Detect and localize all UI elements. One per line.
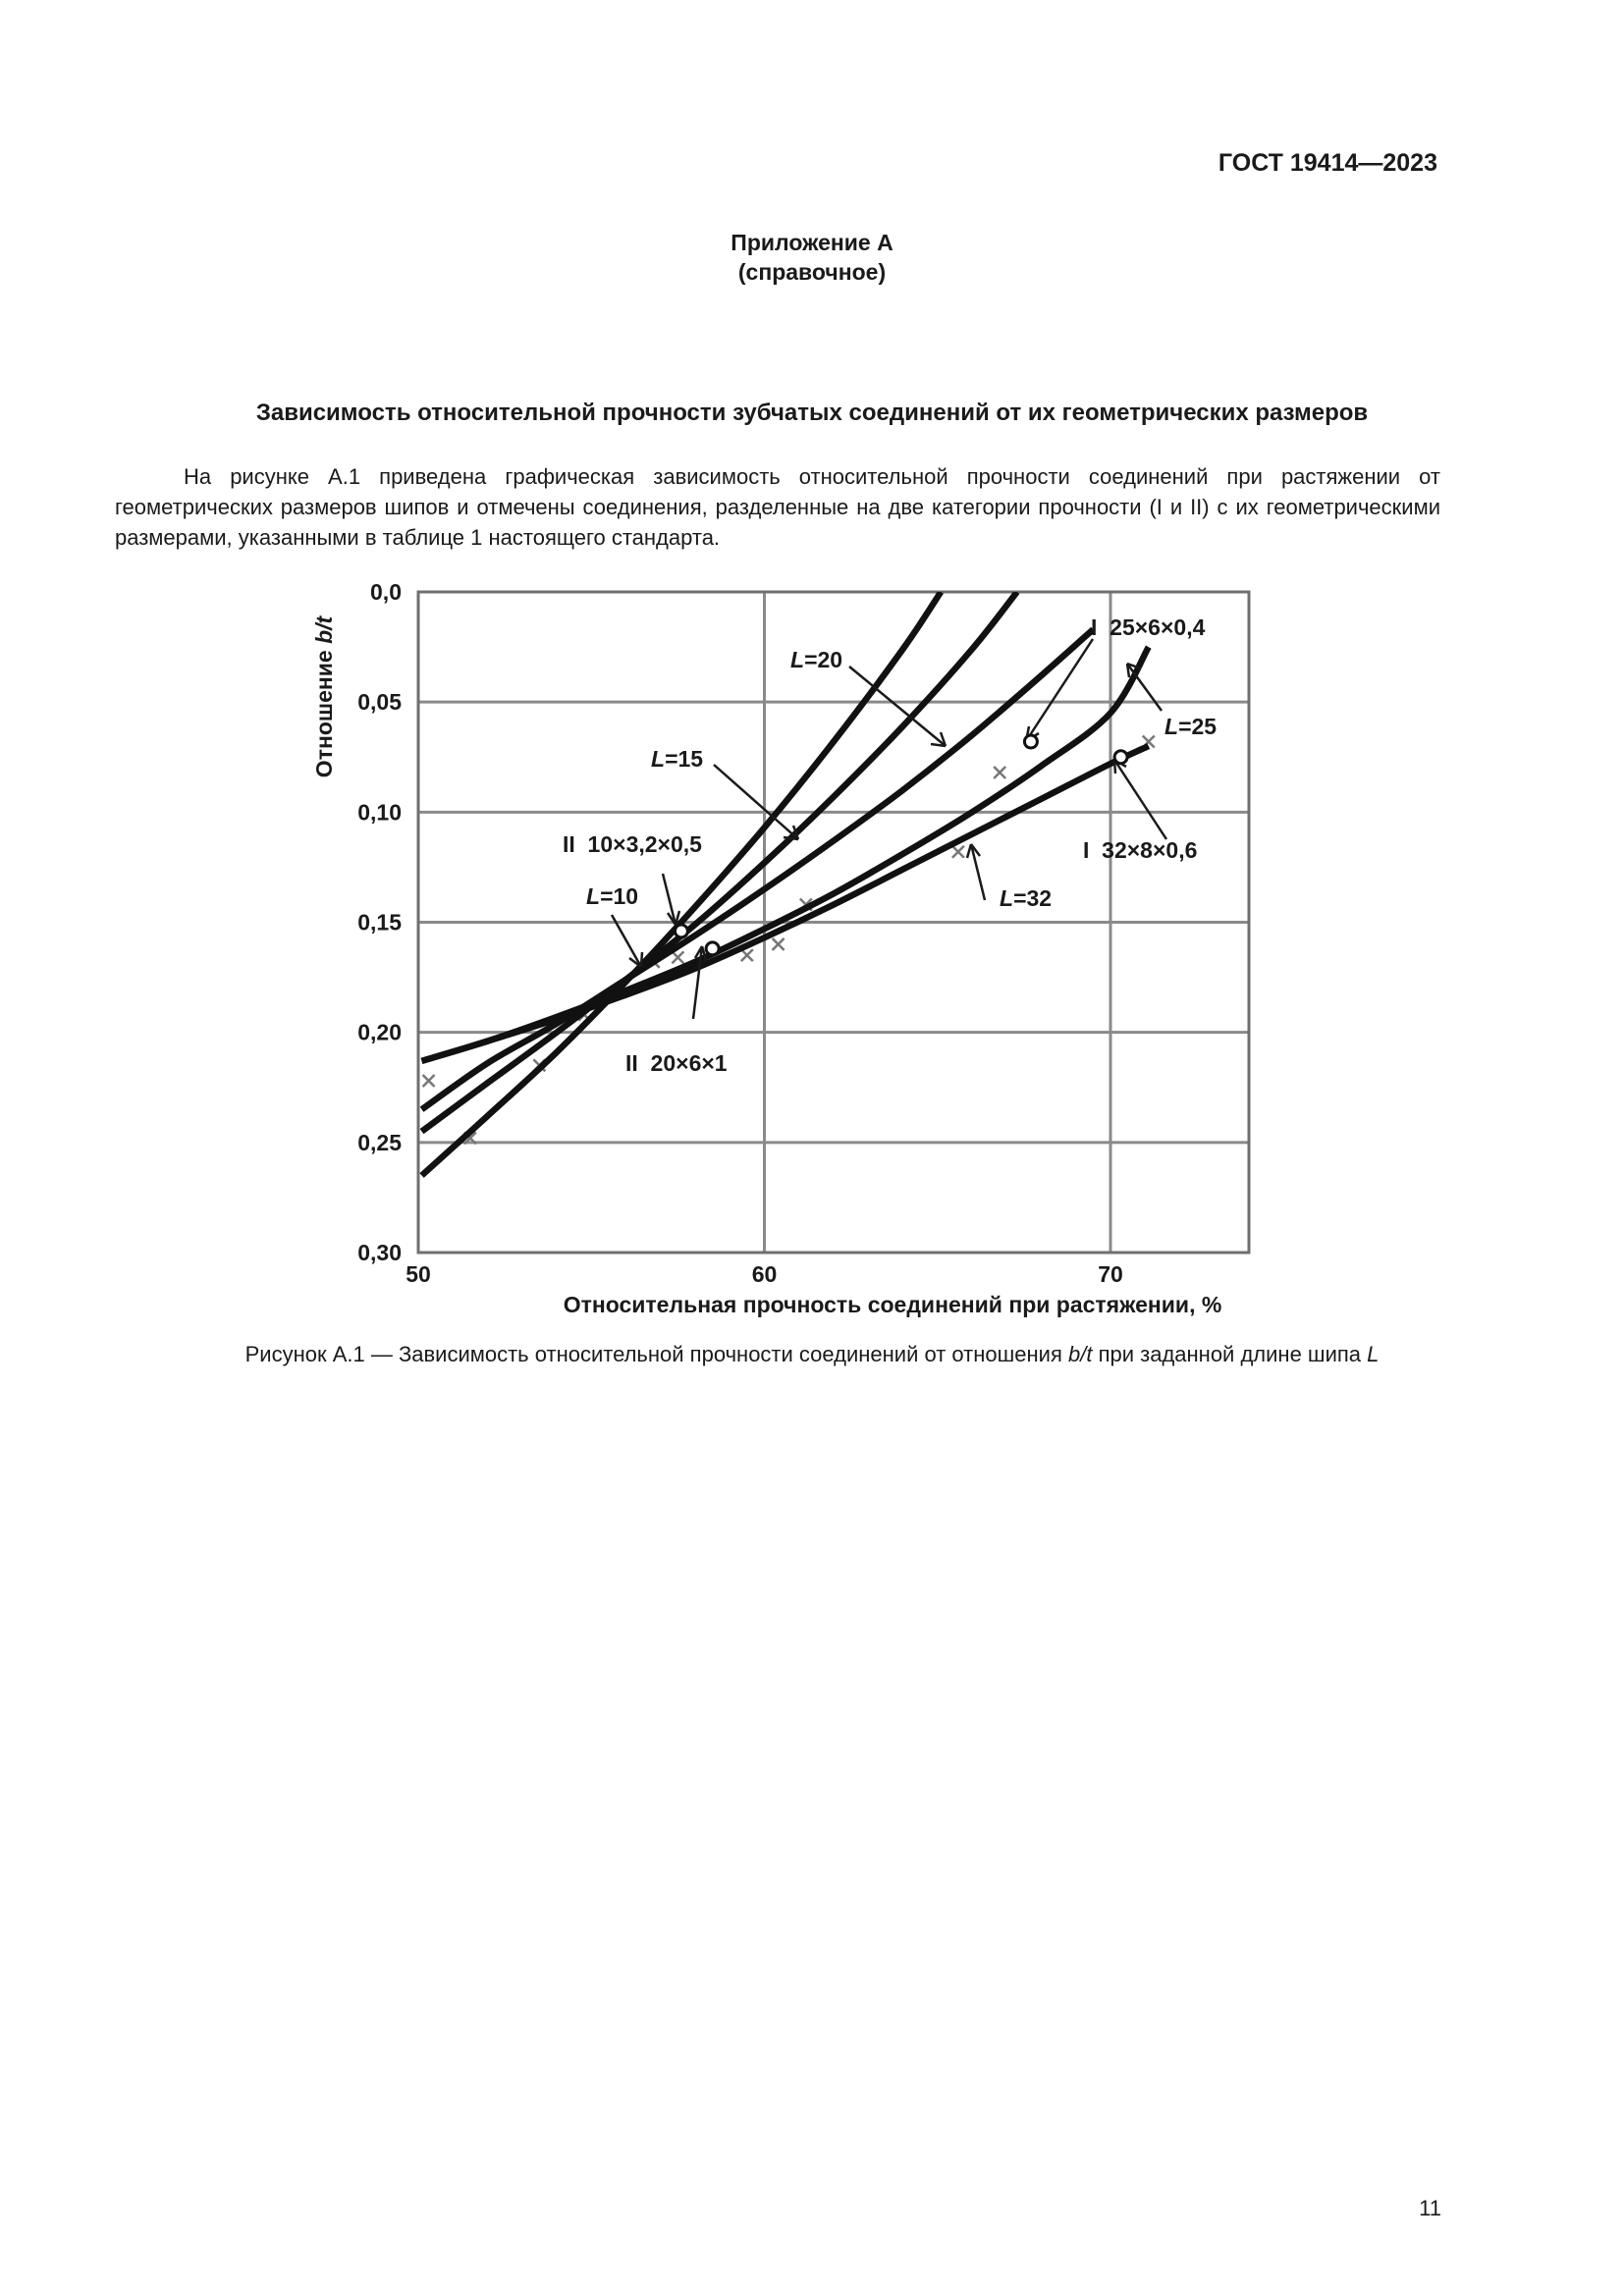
- x-tick-label: 50: [406, 1261, 431, 1287]
- y-tick-label: 0,25: [357, 1129, 402, 1155]
- annex-subtitle: (справочное): [737, 259, 887, 285]
- joint-marker: [1114, 751, 1127, 764]
- caption-middle: при заданной длине шипа: [1092, 1342, 1368, 1366]
- section-title: Зависимость относительной прочности зубчатых соединений от их геометрических размеров: [255, 400, 1369, 426]
- y-axis-label: [311, 614, 337, 777]
- y-tick-label: 0,0: [370, 579, 402, 605]
- intro-paragraph: На рисунке А.1 приведена графическая зависимость относительной прочности соединений при растяжении от геометрических размеров шипов и отмечены соединения, разделенные на две категории прочности (I и II) с их геометрическими размерами, указанными в таблице 1 настоящего стандарта.: [115, 464, 1440, 550]
- experimental-point: [672, 951, 683, 963]
- label-l25: L=25: [1164, 714, 1218, 739]
- x-tick-labels: [406, 1261, 1123, 1287]
- label-l15: L=15: [651, 746, 704, 772]
- y-tick-labels: [357, 579, 402, 1265]
- y-axis-label-var: b/t: [311, 615, 337, 644]
- standard-number: ГОСТ 19414—2023: [1218, 149, 1437, 177]
- experimental-point: [741, 949, 753, 961]
- series-line: [422, 647, 1149, 1061]
- caption-prefix: Рисунок А.1 — Зависимость относительной прочности соединений от отношения: [244, 1342, 1068, 1366]
- experimental-point: [952, 846, 964, 858]
- annex-title: Приложение А: [731, 230, 893, 255]
- label-l20: L=20: [790, 647, 843, 672]
- label-l10: L=10: [586, 883, 639, 909]
- joint-marker: [706, 942, 719, 955]
- y-tick-label: 0,20: [357, 1019, 402, 1045]
- caption-ratio: b/t: [1068, 1342, 1093, 1366]
- page-number: 11: [1419, 2196, 1441, 2220]
- caption-length: L: [1367, 1342, 1380, 1366]
- experimental-point: [423, 1075, 435, 1087]
- experimental-point: [773, 938, 785, 950]
- figure-caption: [0, 1342, 1624, 1367]
- label-joint-i-25x6: I 25×6×0,4: [1091, 614, 1206, 640]
- label-joint-ii-20x6: II 20×6×1: [625, 1050, 728, 1076]
- y-tick-label: 0,05: [357, 689, 402, 716]
- x-tick-label: 60: [751, 1261, 778, 1287]
- label-l32: L=32: [1000, 885, 1053, 911]
- experimental-point: [994, 767, 1005, 778]
- y-tick-label: 0,15: [357, 909, 402, 935]
- y-tick-label: 0,10: [357, 799, 402, 826]
- x-axis-label: Относительная прочность соединений при растяжении, %: [563, 1292, 1222, 1317]
- label-joint-i-32x8: I 32×8×0,6: [1083, 837, 1198, 863]
- y-tick-label: 0,30: [357, 1240, 402, 1265]
- series-lines: [422, 592, 1149, 1175]
- joint-marker: [1024, 735, 1037, 748]
- y-axis-label-prefix: Отношение: [311, 643, 337, 778]
- x-tick-label: 70: [1098, 1261, 1123, 1287]
- series-line: [422, 592, 942, 1175]
- label-joint-ii-10x3: II 10×3,2×0,5: [563, 831, 702, 857]
- joint-marker: [675, 925, 687, 937]
